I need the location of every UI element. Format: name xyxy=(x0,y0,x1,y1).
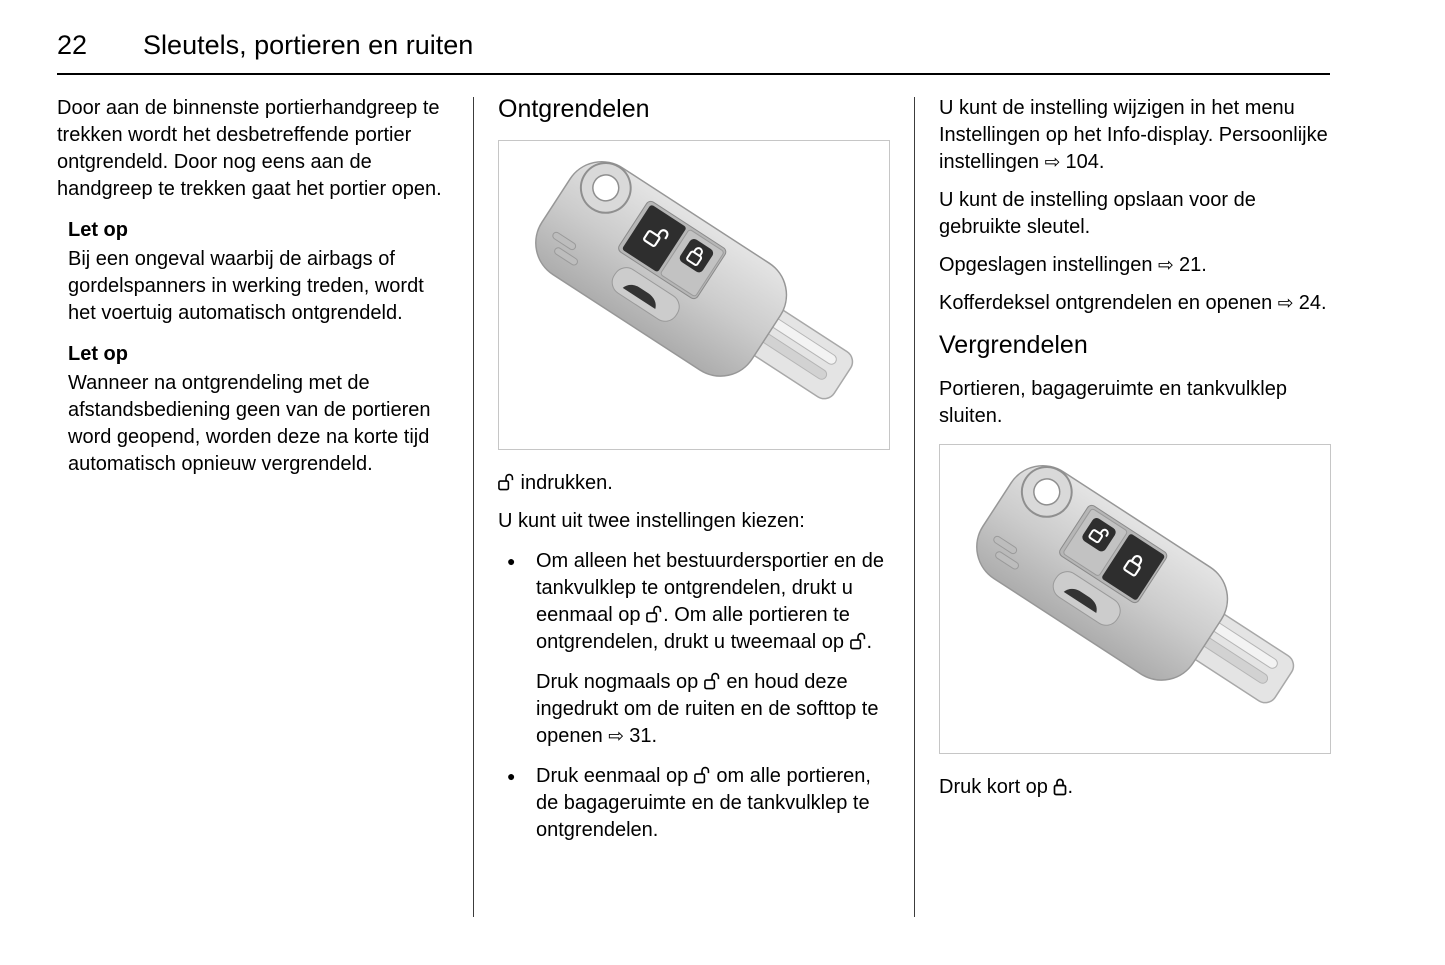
reference-arrow-icon: ⇨ xyxy=(1277,292,1294,314)
reference-arrow-icon: ⇨ xyxy=(1158,254,1174,276)
note-body: Bij een ongeval waarbij de airbags of gordelspanners in werking treden, wordt het voertuig automatisch ontgrendeld. xyxy=(68,248,424,324)
section-heading-vergrendelen: Vergrendelen xyxy=(939,331,1088,359)
column-divider xyxy=(914,97,915,917)
lock-icon xyxy=(1053,777,1067,796)
p3-text: Opgeslagen instellingen xyxy=(939,254,1159,276)
bullet2-pre: Druk eenmaal op xyxy=(536,765,694,787)
bullet-subtext xyxy=(536,669,890,750)
keyfob-lock-figure xyxy=(939,444,1331,754)
unlock-icon xyxy=(704,672,721,691)
column-left xyxy=(57,95,449,947)
sub-ref: 31. xyxy=(629,725,658,747)
sub-pre: Druk nogmaals op xyxy=(536,671,704,693)
press-lock-instruction xyxy=(939,774,1331,801)
page-header xyxy=(57,30,1330,75)
bullet2-post: om alle portieren, de bagageruimte en de tankvulklep te ontgrendelen. xyxy=(536,765,871,841)
unlock-icon xyxy=(646,605,663,624)
bullet-text xyxy=(536,548,890,656)
list-item xyxy=(498,548,890,750)
list-item-body xyxy=(536,548,890,750)
unlock-icon xyxy=(694,766,711,785)
p3-ref: 21. xyxy=(1178,254,1207,276)
bullet1-pre: Om alleen het bestuurdersportier en de tankvulklep te ontgrendelen, drukt u eenmaal op xyxy=(536,550,884,626)
p4-text: Kofferdeksel ontgrendelen en openen xyxy=(939,292,1278,314)
stored-settings-paragraph xyxy=(939,252,1331,279)
p4-ref: 24. xyxy=(1298,292,1327,314)
intro-paragraph: Door aan de binnenste portierhandgreep te trekken wordt het desbetreffende portier ontgrendeld. Door nog eens aan de handgreep te trekken gaat het portier open. xyxy=(57,97,442,200)
note-title: Let op xyxy=(68,219,128,241)
content-columns xyxy=(57,95,1330,947)
keyfob-unlock-illustration xyxy=(499,141,889,449)
column-middle xyxy=(498,95,890,947)
list-item xyxy=(498,763,890,844)
keyfob-unlock-figure xyxy=(498,140,890,450)
p6-pre: Druk kort op xyxy=(939,776,1054,798)
unlock-icon xyxy=(850,632,867,651)
trunk-paragraph xyxy=(939,290,1331,317)
bullet1-mid: . Om alle portieren te ontgrendelen, drukt u tweemaal op xyxy=(536,604,850,653)
note-body: Wanneer na ontgrendeling met de afstandsbediening geen van de portieren word geopend, worden deze na korte tijd automatisch opnieuw vergrendeld. xyxy=(68,372,431,475)
column-divider xyxy=(473,97,474,917)
save-setting-paragraph: U kunt de instelling opslaan voor de gebruikte sleutel. xyxy=(939,189,1256,238)
close-doors-paragraph: Portieren, bagageruimte en tankvulklep sluiten. xyxy=(939,378,1287,427)
choose-line: U kunt uit twee instellingen kiezen: xyxy=(498,510,805,532)
p1-ref: 104. xyxy=(1065,151,1105,173)
p1-text: U kunt de instelling wijzigen in het menu Instellingen op het Info-display. Persoonlijke instellingen xyxy=(939,97,1328,173)
page-number: 22 xyxy=(57,30,88,60)
note-block-1 xyxy=(68,217,449,327)
note-title: Let op xyxy=(68,343,128,365)
press-instruction xyxy=(498,470,890,497)
sub-mid: en houd deze ingedrukt om de ruiten en de softtop te openen xyxy=(536,671,879,747)
page-title: Sleutels, portieren en ruiten xyxy=(143,30,474,60)
note-block-2 xyxy=(68,341,449,478)
press-instruction-text: indrukken. xyxy=(515,472,613,494)
bullet-icon: ● xyxy=(507,768,516,784)
section-heading-ontgrendelen: Ontgrendelen xyxy=(498,95,650,123)
p6-end: . xyxy=(1067,776,1074,798)
unlock-icon xyxy=(498,473,515,492)
bullet1-end: . xyxy=(866,631,873,653)
bullet-icon: ● xyxy=(507,553,516,569)
keyfob-lock-illustration xyxy=(940,445,1330,753)
column-right xyxy=(939,95,1331,947)
settings-paragraph xyxy=(939,95,1331,176)
list-item-body xyxy=(536,763,890,844)
bullet-text xyxy=(536,763,890,844)
reference-arrow-icon: ⇨ xyxy=(608,725,625,747)
reference-arrow-icon: ⇨ xyxy=(1044,151,1061,173)
